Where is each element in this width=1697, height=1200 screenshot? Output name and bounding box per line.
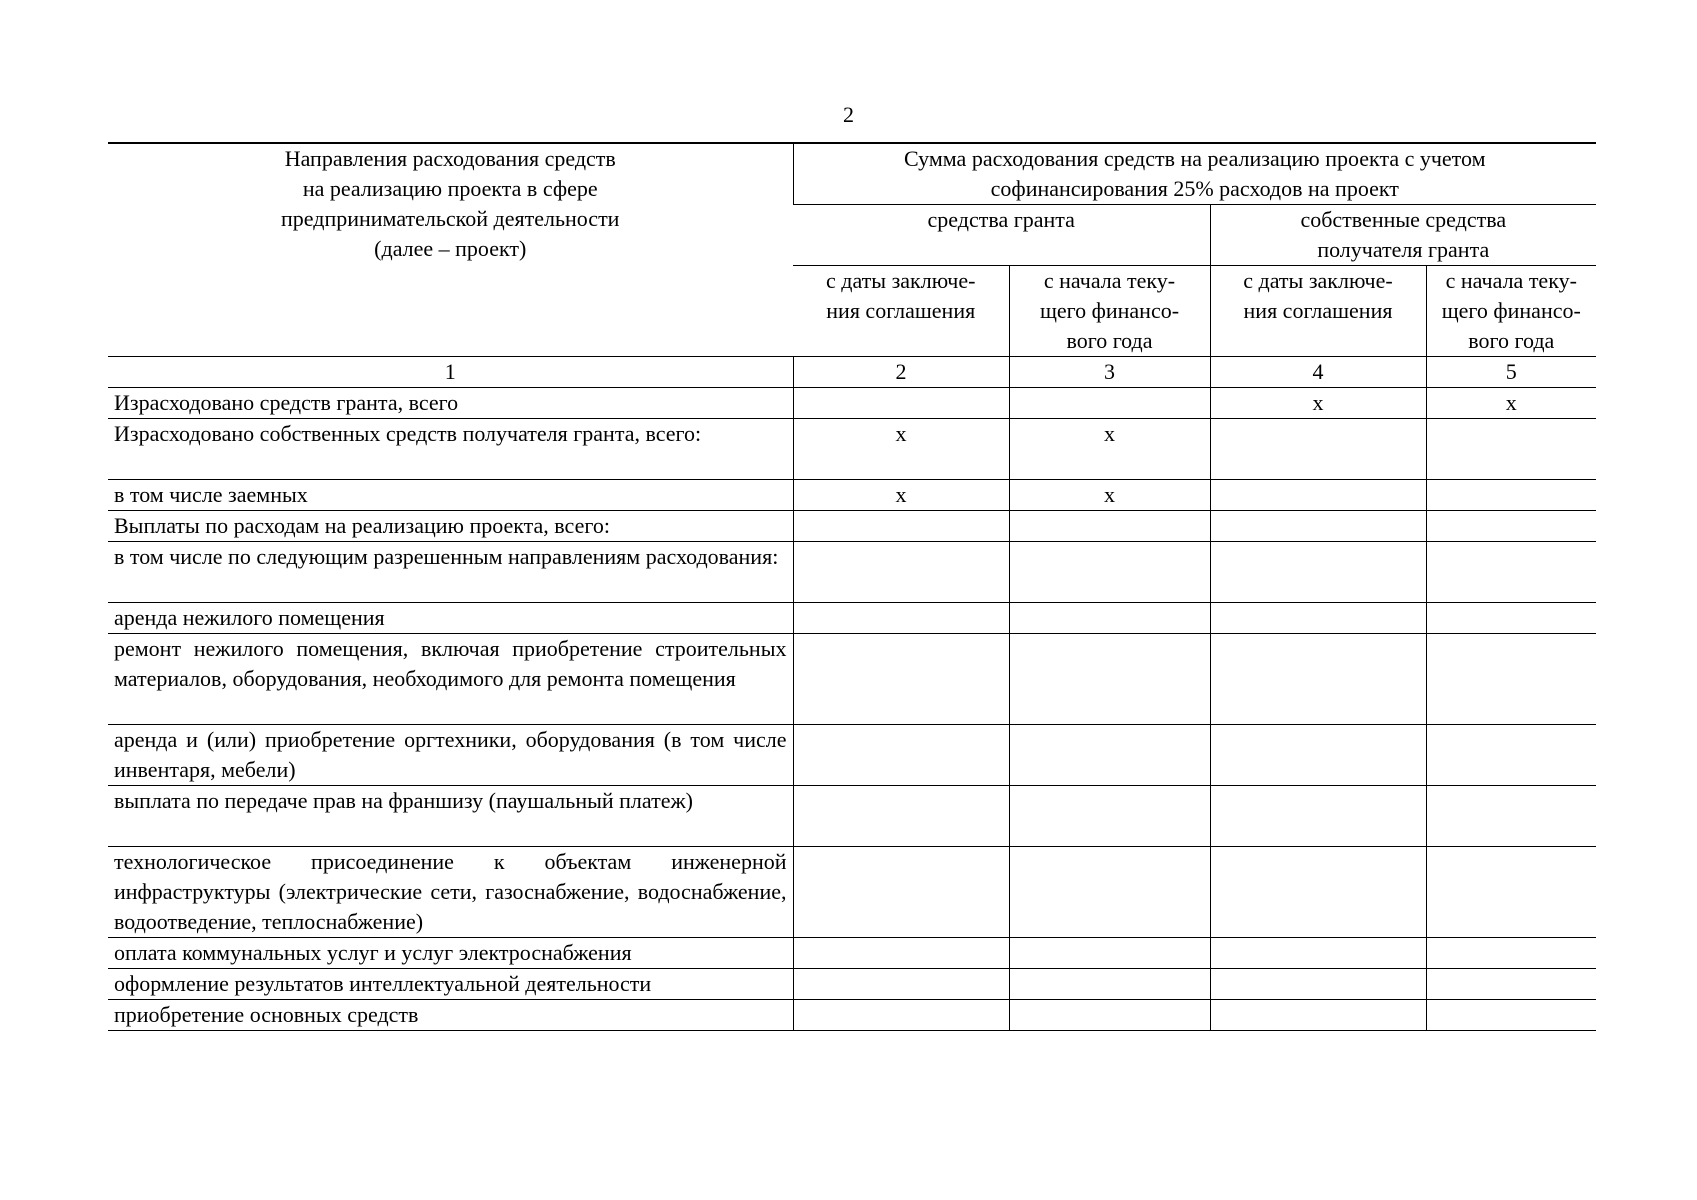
header-sub-line: щего финансо- [1441,298,1581,323]
header-sub-line: ния соглашения [826,298,976,323]
row-cell [1210,938,1426,969]
row-cell [1009,511,1210,542]
row-label: аренда и (или) приобретение оргтехники, оборудования (в том числе инвентаря, мебели) [108,725,793,786]
row-label: технологическое присоединение к объектам инженерной инфраструктуры (электрические сети, газоснабжение, водоснабжение, водоотведение, теплоснабжение) [108,847,793,938]
header-directions-line: Направления расходования средств [284,146,616,171]
header-sub-line: ния соглашения [1243,298,1393,323]
header-own-funds-line: получателя гранта [1317,237,1490,262]
row-cell [793,542,1009,603]
row-cell [793,634,1009,725]
row-label: выплата по передаче прав на франшизу (паушальный платеж) [108,786,793,847]
row-cell [1426,847,1596,938]
column-number: 1 [108,357,793,388]
row-label: Выплаты по расходам на реализацию проекта, всего: [108,511,793,542]
row-cell [1210,1000,1426,1031]
table-row [108,1000,1596,1031]
header-directions-line: на реализацию проекта в сфере [302,176,598,201]
table-row [108,969,1596,1000]
header-sub-line: вого года [1066,328,1153,353]
table-row [108,786,1596,847]
column-number: 4 [1210,357,1426,388]
row-cell [1426,511,1596,542]
row-cell [1009,786,1210,847]
row-cell [1426,786,1596,847]
row-cell [793,969,1009,1000]
header-own-funds [1210,205,1596,266]
row-cell [793,511,1009,542]
row-cell [1210,480,1426,511]
table-row [108,388,1596,419]
row-cell: х [1426,388,1596,419]
row-label: оформление результатов интеллектуальной деятельности [108,969,793,1000]
page-number: 2 [843,102,854,127]
table-row [108,542,1596,603]
header-sub-col4 [1210,266,1426,357]
row-cell [793,786,1009,847]
header-grant-funds: средства гранта [793,205,1210,266]
row-cell [1210,511,1426,542]
column-number: 3 [1009,357,1210,388]
row-cell [793,603,1009,634]
table-row [108,634,1596,725]
row-cell: х [1210,388,1426,419]
row-label: ремонт нежилого помещения, включая приобретение строительных материалов, оборудования, необходимого для ремонта помещения [108,634,793,725]
table-row [108,419,1596,480]
table-body [108,388,1596,1031]
header-sum-line: софинансирования 25% расходов на проект [990,176,1399,201]
row-cell [1426,634,1596,725]
row-cell [1009,634,1210,725]
row-cell [1009,938,1210,969]
header-sum-line: Сумма расходования средств на реализацию проекта с учетом [904,146,1486,171]
row-cell [793,388,1009,419]
header-sub-col5 [1426,266,1596,357]
row-cell: х [1009,480,1210,511]
row-cell [1009,725,1210,786]
column-number: 2 [793,357,1009,388]
header-sub-col2 [793,266,1009,357]
header-directions-line: (далее – проект) [374,236,527,261]
row-cell: х [793,480,1009,511]
row-label: приобретение основных средств [108,1000,793,1031]
row-cell [1210,603,1426,634]
row-cell: х [793,419,1009,480]
row-cell [1009,1000,1210,1031]
header-sub-line: с начала теку- [1445,268,1577,293]
row-cell: х [1009,419,1210,480]
row-cell [1009,388,1210,419]
header-own-funds-line: собственные средства [1300,207,1507,232]
row-label: аренда нежилого помещения [108,603,793,634]
row-cell [1426,1000,1596,1031]
row-cell [1009,542,1210,603]
row-cell [1009,847,1210,938]
row-cell [1426,603,1596,634]
row-label: оплата коммунальных услуг и услуг электроснабжения [108,938,793,969]
row-cell [1426,725,1596,786]
row-cell [793,1000,1009,1031]
row-cell [1210,419,1426,480]
table-row [108,938,1596,969]
row-label: в том числе заемных [108,480,793,511]
column-numbers-row [108,357,1596,388]
table-row [108,511,1596,542]
header-sub-line: с даты заключе- [826,268,976,293]
row-cell [1426,419,1596,480]
header-directions-line: предпринимательской деятельности [281,206,620,231]
row-cell [1426,480,1596,511]
row-cell [1426,969,1596,1000]
header-directions [108,143,793,357]
header-sum-group [793,143,1596,205]
grant-expenditure-table [108,142,1596,1031]
row-cell [1210,847,1426,938]
header-sub-line: щего финансо- [1039,298,1180,323]
table-row [108,603,1596,634]
table-header [108,143,1596,388]
row-cell [1210,725,1426,786]
table-row [108,725,1596,786]
row-cell [1210,969,1426,1000]
row-label: в том числе по следующим разрешенным направлениям расходования: [108,542,793,603]
row-cell [1009,603,1210,634]
row-label: Израсходовано средств гранта, всего [108,388,793,419]
table-row [108,480,1596,511]
column-number: 5 [1426,357,1596,388]
row-cell [1009,969,1210,1000]
row-cell [793,725,1009,786]
row-cell [793,847,1009,938]
row-cell [1426,938,1596,969]
header-sub-col3 [1009,266,1210,357]
row-cell [1426,542,1596,603]
header-sub-line: с даты заключе- [1243,268,1393,293]
row-label: Израсходовано собственных средств получателя гранта, всего: [108,419,793,480]
row-cell [1210,542,1426,603]
row-cell [1210,786,1426,847]
header-sub-line: с начала теку- [1043,268,1176,293]
row-cell [793,938,1009,969]
table-row [108,847,1596,938]
row-cell [1210,634,1426,725]
header-sub-line: вого года [1468,328,1555,353]
